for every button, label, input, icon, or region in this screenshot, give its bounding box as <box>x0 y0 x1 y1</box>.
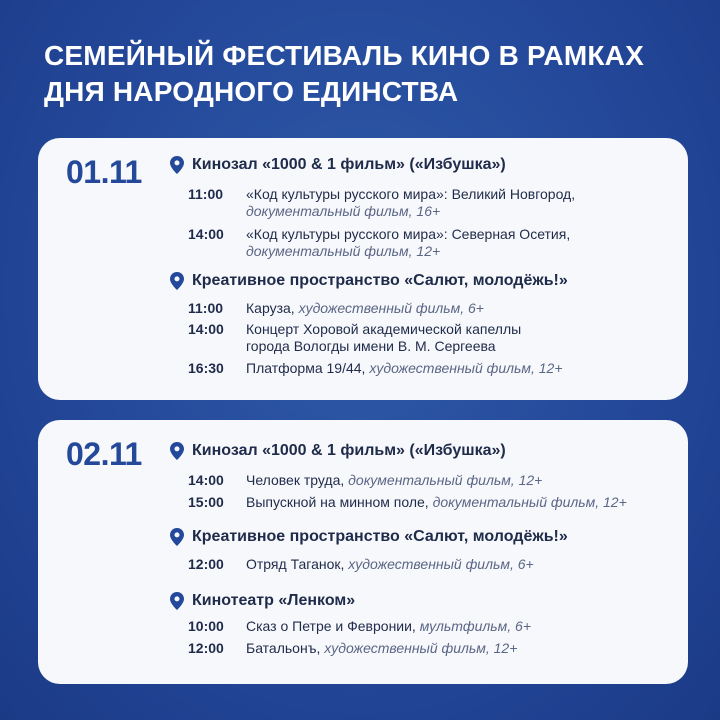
venue-name: Креативное пространство «Салют, молодёжь!» <box>192 272 568 289</box>
schedule-card-day-1 <box>38 138 688 400</box>
event-title: Выпускной на минном поле, <box>246 494 429 510</box>
venue-heading <box>170 272 568 290</box>
event-title: Отряд Таганок, <box>246 556 345 572</box>
event-note: документальный фильм, 12+ <box>246 243 441 259</box>
venue-name: Кинотеатр «Ленком» <box>192 592 356 609</box>
title-line-1: СЕМЕЙНЫЙ ФЕСТИВАЛЬ КИНО В РАМКАХ <box>44 40 644 71</box>
event-title: Сказ о Петре и Февронии, <box>246 618 416 634</box>
event-row <box>188 226 668 260</box>
event-desc <box>246 494 668 511</box>
event-note: художественный фильм, 6+ <box>298 300 484 316</box>
event-row <box>188 186 668 220</box>
event-note: художественный фильм, 6+ <box>348 556 534 572</box>
event-desc <box>246 556 668 573</box>
event-row <box>188 321 668 355</box>
date-label: 02.11 <box>66 436 142 472</box>
event-title: Человек труда, <box>246 472 345 488</box>
venue-name: Кинозал «1000 & 1 фильм» («Избушка») <box>192 442 506 459</box>
event-time: 14:00 <box>188 226 224 242</box>
event-desc <box>246 360 668 377</box>
location-pin-icon <box>170 592 184 610</box>
event-desc <box>246 640 668 657</box>
date-label: 01.11 <box>66 154 142 190</box>
event-row <box>188 640 668 657</box>
event-time: 14:00 <box>188 321 224 337</box>
event-title: «Код культуры русского мира»: Великий Новгород, <box>246 186 576 202</box>
event-title: Концерт Хоровой академической капеллы <box>246 321 522 337</box>
schedule-card-day-2 <box>38 420 688 684</box>
event-note: художественный фильм, 12+ <box>369 360 563 376</box>
title-line-2: ДНЯ НАРОДНОГО ЕДИНСТВА <box>44 76 459 107</box>
event-title: Платформа 19/44, <box>246 360 366 376</box>
event-time: 11:00 <box>188 300 224 316</box>
event-desc <box>246 618 668 635</box>
event-note: документальный фильм, 12+ <box>348 472 543 488</box>
venue-heading <box>170 442 506 460</box>
event-desc <box>246 300 668 317</box>
event-note: мультфильм, 6+ <box>419 618 532 634</box>
event-row <box>188 360 668 377</box>
location-pin-icon <box>170 272 184 290</box>
venue-heading <box>170 528 568 546</box>
event-note: документальный фильм, 12+ <box>432 494 627 510</box>
location-pin-icon <box>170 156 184 174</box>
event-title-continued: города Вологды имени В. М. Сергеева <box>246 338 496 354</box>
event-desc <box>246 321 668 355</box>
venue-heading <box>170 592 355 610</box>
event-title: Батальонъ, <box>246 640 321 656</box>
event-row <box>188 472 668 489</box>
event-note: документальный фильм, 16+ <box>246 203 441 219</box>
event-desc <box>246 472 668 489</box>
venue-heading <box>170 156 506 174</box>
venue-name: Креативное пространство «Салют, молодёжь!» <box>192 528 568 545</box>
event-time: 12:00 <box>188 640 224 656</box>
event-time: 11:00 <box>188 186 224 202</box>
event-row <box>188 618 668 635</box>
event-title: «Код культуры русского мира»: Северная Осетия, <box>246 226 571 242</box>
event-time: 16:30 <box>188 360 224 376</box>
venue-name: Кинозал «1000 & 1 фильм» («Избушка») <box>192 156 506 173</box>
event-desc <box>246 226 668 260</box>
event-row <box>188 494 668 511</box>
page-title <box>44 38 684 110</box>
event-row <box>188 556 668 573</box>
event-time: 10:00 <box>188 618 224 634</box>
location-pin-icon <box>170 528 184 546</box>
location-pin-icon <box>170 442 184 460</box>
event-row <box>188 300 668 317</box>
event-desc <box>246 186 668 220</box>
event-time: 14:00 <box>188 472 224 488</box>
event-time: 15:00 <box>188 494 224 510</box>
event-title: Каруза, <box>246 300 295 316</box>
event-time: 12:00 <box>188 556 224 572</box>
event-note: художественный фильм, 12+ <box>324 640 518 656</box>
